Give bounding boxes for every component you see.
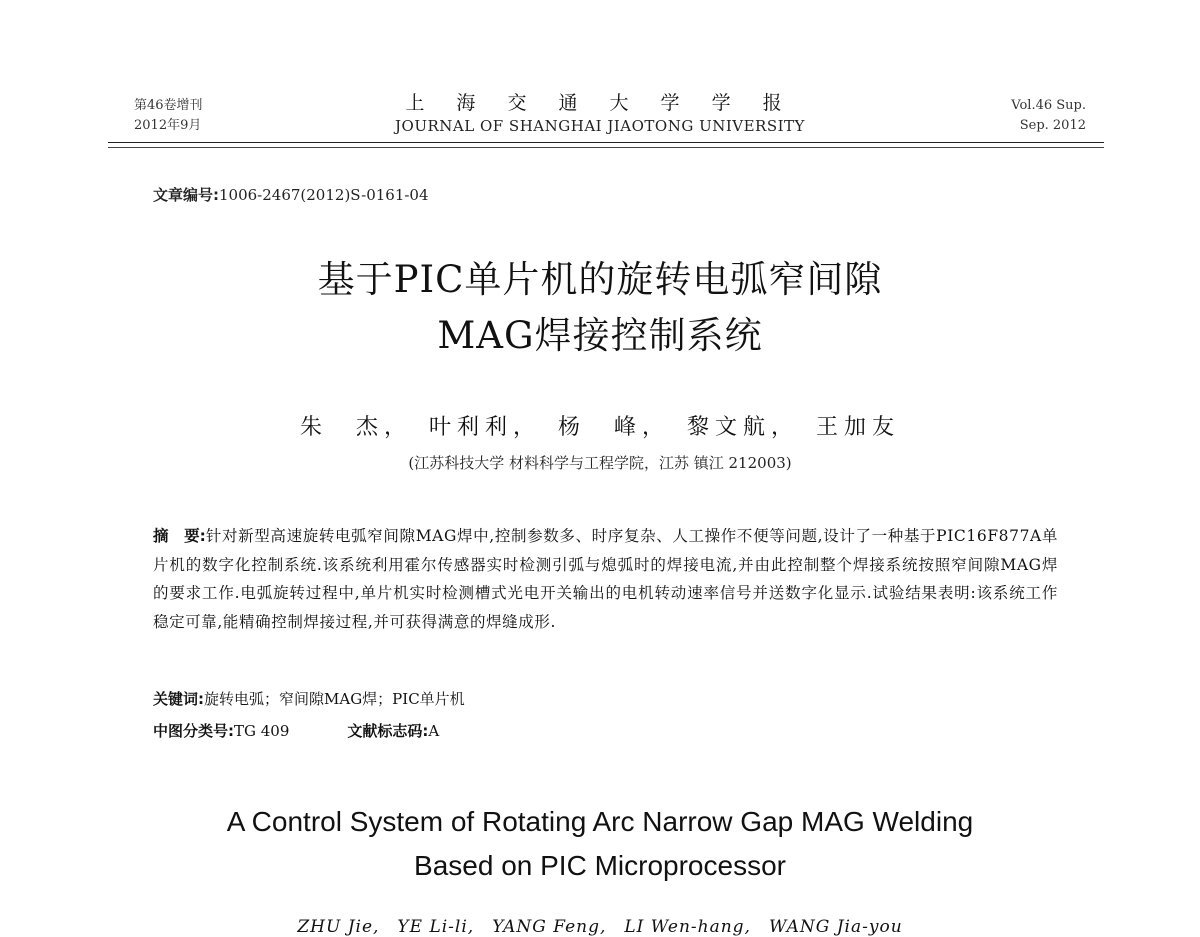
classification [153,720,439,741]
journal-name-en: JOURNAL OF SHANGHAI JIAOTONG UNIVERSITY [395,117,805,135]
title-cn-line2: MAG焊接控制系统 [437,314,763,357]
clc-label: 中图分类号: [153,722,234,740]
affiliation-cn: (江苏科技大学 材料科学与工程学院，江苏 镇江 212003) [408,454,792,472]
abstract-label: 摘 要: [153,527,206,545]
header-rule-thin [108,147,1104,148]
header-volume: 第46卷增刊 [134,98,203,113]
title-cn-line1: 基于PIC单片机的旋转电弧窄间隙 [317,258,883,301]
header-volume-info-en [1011,96,1086,136]
header-rule-thick [108,142,1104,143]
title-en [0,800,1200,888]
article-number-value: 1006-2467(2012)S-0161-04 [219,186,429,204]
doc-code-label: 文献标志码: [347,722,429,740]
header-volume-en: Vol.46 Sup. [1011,98,1086,113]
abstract-text: 针对新型高速旋转电弧窄间隙MAG焊中,控制参数多、时序复杂、人工操作不便等问题,设计了一种基于PIC16F877A单片机的数字化控制系统.该系统利用霍尔传感器实时检测引弧与熄弧时的焊接电流,并由此控制整个焊接系统按照窄间隙MAG焊的要求工作.电弧旋转过程中,单片机实时检测槽式光电开关输出的电机转动速率信号并送数字化显示.试验结果表明:该系统工作稳定可靠,能精确控制焊接过程,并可获得满意的焊缝成形. [153,527,1058,631]
keywords-label: 关键词: [153,690,204,708]
keywords [153,688,465,709]
journal-name-cn: 上 海 交 通 大 学 学 报 [405,92,795,114]
doc-code-value: A [428,722,440,740]
clc-value: TG 409 [234,722,290,740]
header-date-en: Sep. 2012 [1019,118,1086,133]
keywords-value: 旋转电弧；窄间隙MAG焊；PIC单片机 [204,690,465,708]
authors-cn: 朱 杰， 叶利利， 杨 峰， 黎文航， 王加友 [299,415,900,440]
authors-en: ZHU Jie, YE Li-li, YANG Feng, LI Wen-hang, WANG Jia-you [297,917,903,937]
title-en-line2: Based on PIC Microprocessor [414,850,786,881]
article-number [153,184,429,205]
article-number-label: 文章编号: [153,186,219,204]
header-date-cn: 2012年9月 [134,118,202,133]
title-cn [0,252,1200,364]
abstract-cn [153,522,1058,636]
title-en-line1: A Control System of Rotating Arc Narrow Gap MAG Welding [226,806,974,837]
